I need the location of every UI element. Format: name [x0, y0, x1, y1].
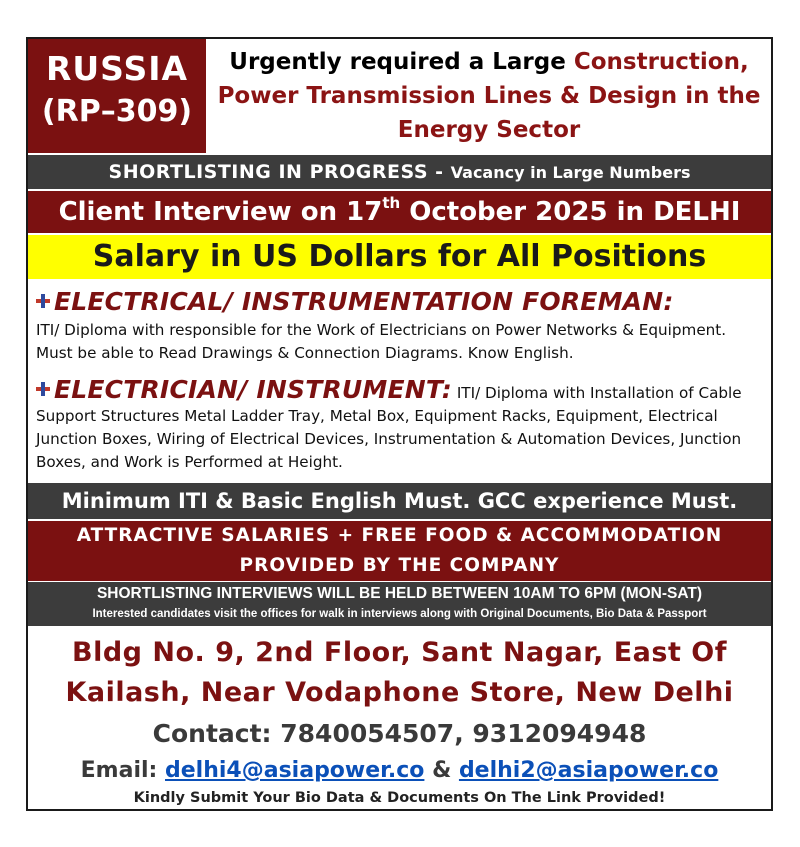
country-label: RUSSIA: [45, 49, 189, 88]
header-row: [28, 39, 771, 153]
interview-prefix: Client Interview on 17: [58, 197, 383, 227]
position-2-title: ELECTRICIAN/ INSTRUMENT:: [54, 375, 452, 404]
position-2: [36, 375, 766, 474]
email-joiner: &: [432, 758, 452, 783]
benefits-line-2: PROVIDED BY THE COMPANY: [239, 555, 560, 576]
headline-highlight: Construction, Power Transmission Lines & Design in the Energy Sector: [217, 49, 761, 143]
headline: [210, 45, 768, 147]
bullet-plus-icon: [36, 294, 50, 308]
status-separator: -: [428, 161, 451, 183]
address-line-1: Bldg No. 9, 2nd Floor, Sant Nagar, East Of: [72, 637, 727, 668]
email-row: [28, 755, 771, 787]
contact-numbers: Contact: 7840054507, 9312094948: [152, 719, 647, 748]
schedule-bar: [28, 582, 771, 626]
job-poster: [26, 37, 773, 811]
benefits-bar: [28, 521, 771, 581]
status-bar: [28, 155, 771, 189]
position-1-title: ELECTRICAL/ INSTRUMENTATION FOREMAN:: [54, 287, 674, 316]
country-box: [28, 39, 206, 153]
status-sub: Vacancy in Large Numbers: [450, 163, 691, 182]
position-1-title-row: [36, 287, 766, 316]
requirement-bar: Minimum ITI & Basic English Must. GCC experience Must.: [28, 483, 771, 519]
email-link-2[interactable]: delhi2@asiapower.co: [458, 758, 719, 783]
interview-sup: th: [382, 194, 401, 212]
address: [28, 633, 771, 713]
position-2-description: ITI/ Diploma with Installation of Cable Support Structures Metal Ladder Tray, Metal Box, Equipment Racks, Equipment, Electrical Junction Boxes, Wiring of Electrical Devices, Instrumentation & Automation Devices, Junction Boxes, and Work is Performed at Height.: [36, 384, 742, 471]
email-label: Email:: [80, 758, 158, 783]
reference-code: (RP–309): [41, 94, 193, 129]
schedule-line-1: SHORTLISTING INTERVIEWS WILL BE HELD BETWEEN 10AM TO 6PM (MON-SAT): [96, 585, 703, 602]
bullet-plus-icon: [36, 382, 50, 396]
benefits-line-1: ATTRACTIVE SALARIES + FREE FOOD & ACCOMMODATION: [76, 525, 723, 546]
email-link-1[interactable]: delhi4@asiapower.co: [165, 758, 425, 783]
schedule-line-2: Interested candidates visit the offices for walk in interviews along with Original Documents, Bio Data & Passport: [92, 608, 707, 620]
interview-bar: [28, 191, 771, 233]
position-1-description: ITI/ Diploma with responsible for the Work of Electricians on Power Networks & Equipment. Must be able to Read Drawings & Connection Diagrams. Know English.: [36, 321, 727, 362]
salary-bar: Salary in US Dollars for All Positions: [28, 235, 771, 279]
status-main: SHORTLISTING IN PROGRESS: [108, 161, 429, 183]
footer-note: Kindly Submit Your Bio Data & Documents On The Link Provided!: [133, 790, 666, 806]
headline-prefix: Urgently required a Large: [229, 49, 566, 75]
interview-suffix: October 2025 in DELHI: [400, 197, 741, 227]
address-line-2: Kailash, Near Vodaphone Store, New Delhi: [65, 677, 734, 708]
